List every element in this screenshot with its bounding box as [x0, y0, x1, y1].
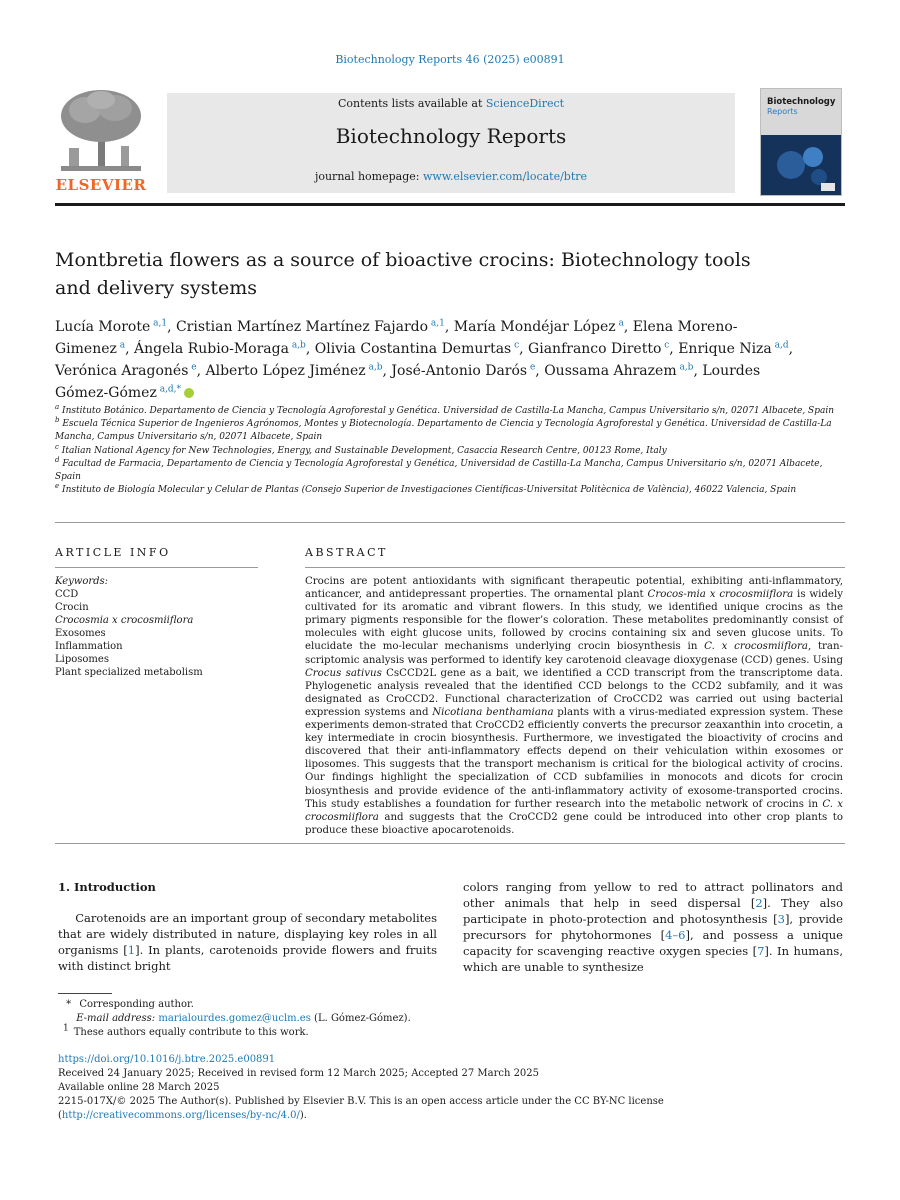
- license-link[interactable]: http://creativecommons.org/licenses/by-nc/4.0/: [61, 1110, 300, 1121]
- dates-received: Received 24 January 2025; Received in revised form 12 March 2025; Accepted 27 March 2025: [58, 1068, 540, 1079]
- article-info-heading: ARTICLE INFO: [55, 546, 171, 559]
- keywords-block: [55, 575, 265, 679]
- affiliation-item: $^b$ Escuela Técnica Superior de Ingenieros Agrónomos, Montes y Biotecnología. Departamento de Ciencia y Tecnología Agroforestal y Genética. Universidad de Castilla-La Mancha, Campus Universitario s/n, 02071 Albacete, Spain: [55, 416, 832, 443]
- abstract-end-rule: [55, 843, 845, 844]
- running-head[interactable]: Biotechnology Reports 46 (2025) e00891: [335, 53, 565, 66]
- author-affiliation-marker[interactable]: a,b: [288, 340, 306, 351]
- cover-title: Biotechnology: [767, 97, 836, 107]
- contents-prefix: Contents lists available at: [337, 97, 483, 110]
- author-name[interactable]: Elena Moreno-Gimenez: [55, 319, 738, 357]
- contents-line: [167, 97, 735, 110]
- keyword-item: Crocin: [55, 602, 89, 613]
- author-name[interactable]: Alberto López Jiménez: [205, 363, 366, 379]
- keywords-label: Keywords:: [55, 576, 109, 587]
- abstract-rule: [305, 567, 845, 568]
- author-affiliation-marker[interactable]: a,1: [428, 318, 445, 329]
- email-suffix: (L. Gómez-Gómez).: [314, 1013, 411, 1024]
- footnote-equal: $^1$ These authors equally contribute to this work.: [63, 1023, 309, 1038]
- affiliation-item: $^d$ Facultad de Farmacia, Departamento de Ciencia y Tecnología Agroforestal y Genética, Universidad de Castilla-La Mancha, Campus Universitario s/n, 02071 Albacete, Spain: [55, 455, 823, 483]
- author-name[interactable]: Oussama Ahrazem: [544, 363, 677, 379]
- author-affiliation-marker[interactable]: a: [615, 318, 624, 329]
- affiliation-item: $^c$ Italian National Agency for New Technologies, Energy, and Sustainable Development, Casaccia Research Centre, 00123 Rome, Italy: [55, 442, 667, 456]
- footnote-corresponding: * Corresponding author.: [58, 999, 194, 1010]
- introduction-right-column: colors ranging from yellow to red to attract pollinators and other animals that help in seed dispersal [2]. They also participate in photo-protection and photosynthesis [3], provide precursors for phytohormones [4–6], and possess a unique capacity for scavenging reactive oxygen species [7]. In humans, which are unable to synthesize: [463, 880, 843, 974]
- introduction-left-column: Carotenoids are an important group of secondary metabolites that are widely distributed in nature, displaying key roles in all organisms [1]. In plants, carotenoids provide flowers and fruits with distinct bright: [58, 911, 437, 973]
- author-affiliation-marker[interactable]: a,b: [365, 362, 383, 373]
- affiliation-item: $^e$ Instituto de Biología Molecular y Celular de Plantas (Consejo Superior de Investigaciones Científicas-Universitat Politècnica de València), 46022 Valencia, Spain: [55, 482, 797, 496]
- author-name[interactable]: Verónica Aragonés: [55, 363, 189, 379]
- journal-masthead: [55, 88, 845, 198]
- email-link[interactable]: marialourdes.gomez@uclm.es: [158, 1013, 311, 1024]
- doi-link[interactable]: https://doi.org/10.1016/j.btre.2025.e00891: [58, 1054, 276, 1065]
- author-affiliation-marker[interactable]: a,d: [771, 340, 789, 351]
- article-metadata: [58, 1053, 848, 1123]
- keywords-list: [55, 588, 265, 679]
- article-info-rule: [55, 567, 258, 568]
- footnote-rule: [58, 993, 112, 994]
- keyword-item: Plant specialized metabolism: [55, 667, 203, 678]
- keyword-item: Crocosmia x crocosmiiflora: [55, 615, 194, 626]
- author-name[interactable]: Lucía Morote: [55, 319, 151, 335]
- cover-art: [761, 135, 841, 195]
- date-available: Available online 28 March 2025: [58, 1082, 220, 1093]
- author-affiliation-marker[interactable]: a,1: [150, 318, 168, 329]
- homepage-line: [167, 170, 735, 183]
- affiliation-label: b: [55, 416, 60, 425]
- abstract-heading: ABSTRACT: [305, 546, 388, 559]
- homepage-link[interactable]: www.elsevier.com/locate/btre: [422, 170, 588, 183]
- journal-title: Biotechnology Reports: [335, 124, 567, 148]
- license-end: ).: [299, 1110, 307, 1121]
- keyword-item: Inflammation: [55, 641, 123, 652]
- author-name[interactable]: Ángela Rubio-Moraga: [134, 341, 289, 357]
- author-affiliation-marker[interactable]: a: [116, 340, 126, 351]
- author-name[interactable]: Lourdes Gómez-Gómez: [55, 363, 761, 401]
- orcid-icon[interactable]: [184, 388, 194, 398]
- license-line: [58, 1095, 848, 1123]
- affiliation-label: c: [55, 442, 59, 451]
- footnote-email: [58, 1012, 558, 1026]
- affiliation-item: $^a$ Instituto Botánico. Departamento de Ciencia y Tecnología Agroforestal y Genética. Universidad de Castilla-La Mancha, Campus Universitario s/n, 02071 Albacete, Spain: [55, 403, 835, 416]
- journal-banner: [167, 93, 735, 193]
- affiliation-label: d: [55, 455, 60, 464]
- affiliation-label: a: [55, 403, 60, 411]
- author-name[interactable]: Cristian Martínez Martínez Fajardo: [175, 319, 429, 335]
- author-affiliation-marker[interactable]: a,b: [676, 362, 694, 373]
- author-affiliation-marker[interactable]: c: [661, 340, 670, 351]
- author-name[interactable]: Olivia Costantina Demurtas: [314, 341, 512, 357]
- author-name[interactable]: Enrique Niza: [678, 341, 772, 357]
- keyword-item: CCD: [55, 589, 79, 600]
- author-affiliation-marker[interactable]: a,d,*: [156, 384, 182, 395]
- homepage-prefix: journal homepage:: [314, 170, 420, 183]
- license-text: 2215-017X/© 2025 The Author(s). Published by Elsevier B.V. This is an open access article under the CC BY-NC license (: [58, 1096, 664, 1121]
- journal-cover-thumbnail[interactable]: [760, 88, 842, 196]
- publisher-name: ELSEVIER: [55, 176, 147, 194]
- keyword-item: Liposomes: [55, 654, 109, 665]
- affiliation-label: e: [55, 482, 60, 491]
- masthead-rule: [55, 203, 845, 206]
- email-label: E-mail address:: [76, 1013, 156, 1024]
- author-list: Lucía Morote $^{a,1}$, Cristian Martínez Martínez Fajardo $^{a,1}$, María Mondéjar López $^a$, Elena Moreno-Gimenez $^a$, Ángela Rubio-Moraga $^{a,b}$, Olivia Costantina Demurtas $^c$, Gianfranco Diretto $^c$, Enrique Niza $^{a,d}$, Verónica Aragonés $^e$, Alberto López Jiménez $^{a,b}$, José-Antonio Darós $^e$, Oussama Ahrazem $^{a,b}$, Lourdes Gómez-Gómez $^{a,d,*}$: [55, 318, 794, 401]
- author-name[interactable]: Gianfranco Diretto: [528, 341, 662, 357]
- author-name[interactable]: José-Antonio Darós: [391, 363, 528, 379]
- sciencedirect-link[interactable]: ScienceDirect: [485, 97, 565, 110]
- corresponding-text: Corresponding author.: [79, 999, 194, 1010]
- cover-subtitle: Reports: [767, 107, 798, 116]
- author-affiliation-marker[interactable]: e: [188, 362, 197, 373]
- article-title: Montbretia flowers as a source of bioactive crocins: Biotechnology tools and delivery systems: [55, 249, 751, 299]
- equal-contribution-text: These authors equally contribute to this work.: [73, 1027, 309, 1038]
- introduction-heading: 1. Introduction: [58, 880, 156, 894]
- keyword-item: Exosomes: [55, 628, 106, 639]
- author-affiliation-marker[interactable]: e: [527, 362, 536, 373]
- author-name[interactable]: María Mondéjar López: [453, 319, 616, 335]
- affiliations: [55, 405, 845, 497]
- author-affiliation-marker[interactable]: c: [511, 340, 520, 351]
- footnotes: [58, 998, 558, 1040]
- section-rule: [55, 522, 845, 523]
- abstract-text: Crocins are potent antioxidants with significant therapeutic potential, exhibiting anti-inflammatory, anticancer, and antidepressant properties. The ornamental plant Crocos-mia x crocosmiiflora is widely cultivated for its aromatic and vibrant flowers. In this study, we identified unique crocins as the primary pigments responsible for the flower’s coloration. These metabolites predominantly consist of molecules with eight glucose units, followed by crocins containing six and seven glucose units. To elucidate the mo-lecular mechanisms underlying crocin biosynthesis in C. x crocosmiiflora, tran-scriptomic analysis was performed to identify key carotenoid cleavage dioxygenase (CCD) genes. Using Crocus sativus CsCCD2L gene as a bait, we identified a CCD transcript from the transcriptome data. Phylogenetic analysis revealed that the identified CCD belongs to the CCD2 subfamily, and it was designated as CroCCD2. Functional characterization of CroCCD2 was carried out using bacterial expression systems and Nicotiana benthamiana plants with a virus-mediated expression system. These experiments demon-strated that CroCCD2 efficiently converts the precursor zeaxanthin into crocetin, a key intermediate in crocin biosynthesis. Furthermore, we investigated the bioactivity of crocins and discovered that their anti-inflammatory effects depend on their vehiculation within exosomes or liposomes. This suggests that the transport mechanism is critical for the biological activity of crocins. Our findings highlight the specialization of CCD subfamilies in monocots and dicots for crocin biosynthesis and provide evidence of the anti-inflammatory activity of exosome-transported crocins. This study establishes a foundation for further research into the metabolic network of crocins in C. x crocosmiiflora and suggests that the CroCCD2 gene could be introduced into other crop plants to produce these bioactive apocarotenoids.: [305, 576, 844, 836]
